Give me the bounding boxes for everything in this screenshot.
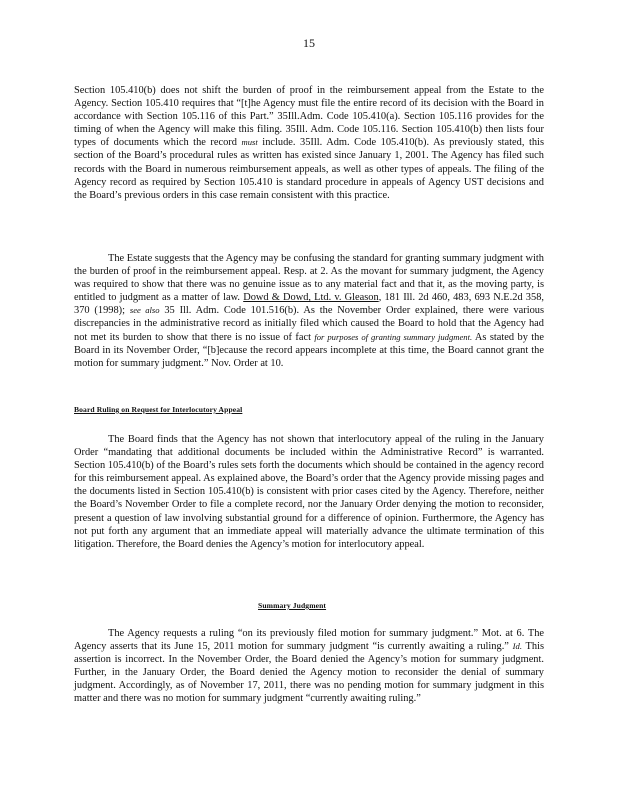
emphasis-text: see also: [129, 305, 160, 316]
paragraph-text: Section 105.410(b) does not shift the burden of proof in the reimbursement appeal from the Estate to the Agency. Section 105.410 requires that “[t]he Agency must file the entire record of its decision with the Board in accordance with Section 105.116 of this Part.” 35Ill.Adm. Code 105.410(a). Section 105.116 provides for the timing of when the Agency will make this filing. 35Ill. Adm. Code 105.116. Section 105.410(b) then lists four types of documents which the record: [74, 85, 544, 149]
case-citation: Dowd & Dowd, Ltd. v. Gleason: [243, 292, 379, 304]
section-heading-summary-judgment: Summary Judgment: [258, 601, 327, 610]
page-number: 15: [303, 36, 315, 50]
paragraph-text: 35 Ill. Adm. Code 101.516(b). As the November Order explained, there were various discrepancies in the administrative record as initially filed which caused the Board to hold that the Agency had not met its burden to show that there is no issue of fact: [74, 305, 545, 343]
paragraph-text: , 181 Ill. 2d 460, 483, 693 N.E.2d 358, 370 (1998);: [74, 292, 544, 317]
section-heading-interlocutory-appeal: Board Ruling on Request for Interlocutory Appeal: [74, 405, 243, 414]
paragraph-burden-of-proof: [74, 84, 544, 202]
emphasis-text: must: [241, 137, 258, 148]
paragraph-interlocutory-ruling: The Board finds that the Agency has not shown that interlocutory appeal of the ruling in the January Order “mandating that additional documents be included within the Administrative Record” is warranted. Section 105.410(b) of the Board’s rules sets forth the documents which should be contained in the agency record for this reimbursement appeal. As explained above, the Board’s order that the Agency provide missing pages and the documents listed in Section 105.410(b) is consistent with prior cases cited by the Agency. Therefore, neither the Board’s November Order to file a complete record, nor the January Order denying the motion to reconsider, present a question of law involving substantial ground for a difference of opinion. Furthermore, the Agency has not put forth any argument that an immediate appeal will materially advance the ultimate termination of this litigation. Therefore, the Board denies the Agency’s motion for interlocutory appeal.: [74, 434, 544, 550]
paragraph-text: include. 35Ill. Adm. Code 105.410(b). As previously stated, this section of the Board’s procedural rules as written has existed since January 1, 2001. The Agency has filed such records with the Board in numerous reimbursement appeals, as well as other types of appeals. The filing of the Agency record as required by Section 105.410 is standard procedure in appeals of Agency UST decisions and the Board’s previous orders in this case remain consistent with this practice.: [74, 137, 544, 201]
paragraph-summary-judgment-standard: [74, 252, 544, 370]
paragraph-text: This assertion is incorrect. In the November Order, the Board denied the Agency’s motion for summary judgment. Further, in the January Order, the Board denied the Agency motion to reconsider the denial of summary judgment. Accordingly, as of November 17, 2011, there was no pending motion for summary judgment in this matter and there was no motion for summary judgment “currently awaiting ruling.”: [74, 641, 544, 705]
paragraph-text: The Agency requests a ruling “on its previously filed motion for summary judgment.” Mot. at 6. The Agency asserts that its June 15, 2011 motion for summary judgment “is currently awaiting a ruling.”: [74, 628, 544, 653]
paragraph-text: As stated by the Board in its November Order, “[b]ecause the record appears incomplete at this time, the Board cannot grant the motion for summary judgment.” Nov. Order at 10.: [74, 331, 544, 369]
emphasis-text: for purposes of granting summary judgment.: [314, 331, 473, 342]
emphasis-text: Id.: [512, 641, 522, 652]
paragraph-summary-judgment-ruling: [74, 627, 544, 706]
paragraph-text: The Estate suggests that the Agency may be confusing the standard for granting summary judgment with the burden of proof in the reimbursement appeal. Resp. at 2. As the movant for summary judgment, the Agency was required to show that there was no genuine issue as to any material fact and that it, as the moving party, is entitled to judgment as a matter of law.: [74, 253, 544, 304]
